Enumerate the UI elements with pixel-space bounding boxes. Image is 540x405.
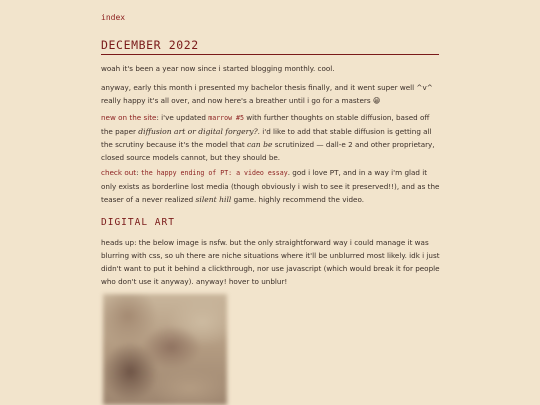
thesis-paragraph: anyway, early this month i presented my bachelor thesis finally, and it went super well ^v^ really happy it's all over, and now here's a breather until i go for a masters 😁 <box>101 83 433 105</box>
site-update-text-4: scrutinized — dall-e 2 and other proprietary, closed source models cannot, but they should be. <box>101 140 435 162</box>
site-update-text-1: : i've updated <box>156 113 209 122</box>
site-update-paragraph <box>101 111 443 164</box>
check-out-paragraph <box>101 166 443 206</box>
video-essay-link[interactable]: the happy ending of PT: a video essay <box>140 169 288 177</box>
check-out-text-1: : <box>136 168 141 177</box>
index-link[interactable]: index <box>101 13 126 22</box>
can-be-emphasis: can be <box>247 140 273 149</box>
check-out-text-3: game. highly recommend the video. <box>231 195 365 204</box>
check-out-label: check out <box>101 168 137 177</box>
site-update-text-3: . i'd like to add that stable diffusion is getting all the scrutiny because it's the model that <box>101 127 432 149</box>
nsfw-warning-paragraph: heads up: the below image is nsfw. but the only straightforward way i could manage it was blurring with css, so uh there are niche situations where it'll be unblurred most likely. idk i just didn't want to put it behind a clickthrough, nor use javascript (which would break it for people who don't use it anyway). anyway! hover to unblur! <box>101 238 440 286</box>
blurred-artwork-image[interactable] <box>103 294 227 405</box>
check-out-text-2: . god i love PT, and in a way i'm glad it only exists as borderline lost media (though obviously i wish to see it preserved!!), and as the teaser of a never realized <box>101 168 440 204</box>
intro-paragraph: woah it's been a year now since i started blogging monthly. cool. <box>101 64 335 73</box>
post-title: DECEMBER 2022 <box>101 38 439 55</box>
marrow-link[interactable]: marrow #5 <box>208 114 244 122</box>
game-title: silent hill <box>195 195 232 204</box>
digital-art-heading: DIGITAL ART <box>101 217 175 228</box>
site-update-text-2: with further thoughts on stable diffusion, based off the paper <box>101 113 430 136</box>
site-update-label: new on the site <box>101 113 157 122</box>
paper-title: diffusion art or digital forgery? <box>138 127 258 136</box>
